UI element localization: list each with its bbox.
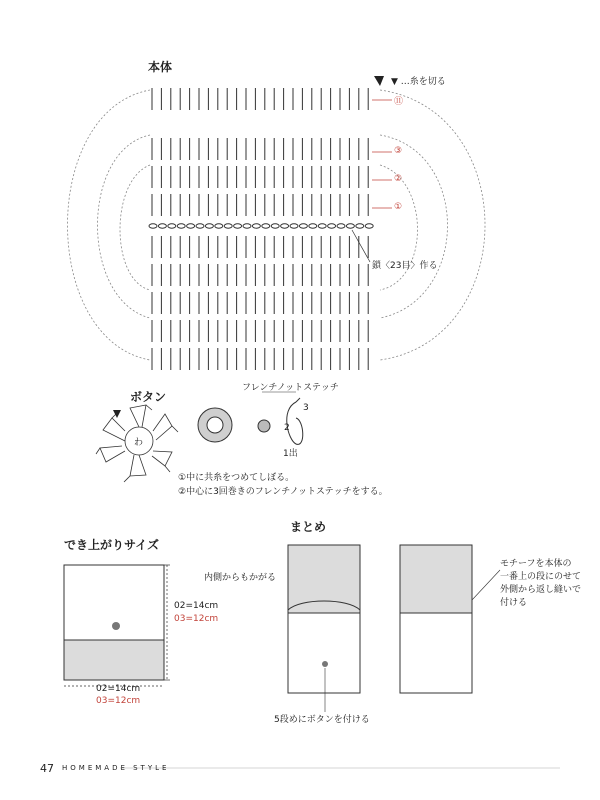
cut-yarn-marker xyxy=(374,76,384,86)
chain-stitch xyxy=(346,224,354,228)
button-step-1: ①中に共糸をつめてしぼる。 xyxy=(178,473,295,483)
motif-note-2: 一番上の段にのせて xyxy=(500,572,582,582)
knot-step-2: 2 xyxy=(284,423,290,433)
chain-stitch xyxy=(309,224,317,228)
motif-center-char: わ xyxy=(134,438,144,448)
chain-stitch xyxy=(328,224,336,228)
chain-stitch xyxy=(252,224,260,228)
french-knot-needle xyxy=(287,398,303,444)
body-section-title: 本体 xyxy=(148,60,173,74)
chain-stitch xyxy=(234,224,242,228)
knot-step-3: 3 xyxy=(303,403,309,413)
chain-stitch xyxy=(271,224,279,228)
outer-round-right xyxy=(380,90,485,360)
chain-stitch xyxy=(196,224,204,228)
chain-note: 鎖〈23目〉作る xyxy=(372,261,438,271)
button-attach-note: 5段めにボタンを付ける xyxy=(274,715,370,725)
chain-stitch xyxy=(299,224,307,228)
motif-note-3: 外側から返し縫いで xyxy=(500,585,582,595)
assembly2-flap xyxy=(400,545,472,613)
row-label-3: ③ xyxy=(394,146,403,156)
width-02: 02=14cm xyxy=(96,684,141,694)
chain-stitch xyxy=(290,224,298,228)
magazine-name: HOMEMADE STYLE xyxy=(62,764,170,772)
mid-round-right xyxy=(380,135,448,318)
height-03: 03=12cm xyxy=(174,614,219,624)
chain-stitch xyxy=(205,224,213,228)
outer-round-left xyxy=(68,90,151,360)
assembly-flap xyxy=(288,545,360,613)
inner-round-left xyxy=(120,165,150,290)
finished-bottom-body xyxy=(64,640,164,680)
chain-stitch xyxy=(224,224,232,228)
chain-stitch xyxy=(168,224,176,228)
finished-button xyxy=(112,622,120,630)
assembly2-body xyxy=(400,613,472,693)
chain-stitch xyxy=(149,224,157,228)
chain-stitch xyxy=(262,224,270,228)
height-02: 02=14cm xyxy=(174,601,219,611)
motif-note-1: モチーフを本体の xyxy=(500,559,572,569)
inside-note: 内側からもかがる xyxy=(204,573,277,583)
chain-stitch xyxy=(365,224,373,228)
mid-round-left xyxy=(98,135,151,318)
chain-stitch xyxy=(243,224,251,228)
french-knot-label: フレンチノットステッチ xyxy=(242,383,339,393)
row-label-1: ① xyxy=(394,202,403,212)
width-03: 03=12cm xyxy=(96,696,141,706)
button-step-2: ②中心に3回巻きのフレンチノットステッチをする。 xyxy=(178,487,388,497)
chain-stitch xyxy=(158,224,166,228)
finished-size-title: でき上がりサイズ xyxy=(64,538,160,552)
chain-stitch xyxy=(337,224,345,228)
assembly-body xyxy=(288,613,360,693)
row-label-11: ⑪ xyxy=(394,97,404,107)
row-label-2: ② xyxy=(394,174,403,184)
knot-step-1: 1出 xyxy=(283,449,298,459)
chain-stitch xyxy=(187,224,195,228)
assembly-title: まとめ xyxy=(290,520,327,534)
button-section-title: ボタン xyxy=(130,390,167,404)
page-number: 47 xyxy=(40,762,54,775)
chain-stitch xyxy=(215,224,223,228)
cut-yarn-note: ▼ …糸を切る xyxy=(391,77,446,87)
motif-note-4: 付ける xyxy=(500,598,528,608)
chain-stitch xyxy=(177,224,185,228)
chain-stitch xyxy=(281,224,289,228)
chain-stitch xyxy=(356,224,364,228)
chain-stitch xyxy=(318,224,326,228)
